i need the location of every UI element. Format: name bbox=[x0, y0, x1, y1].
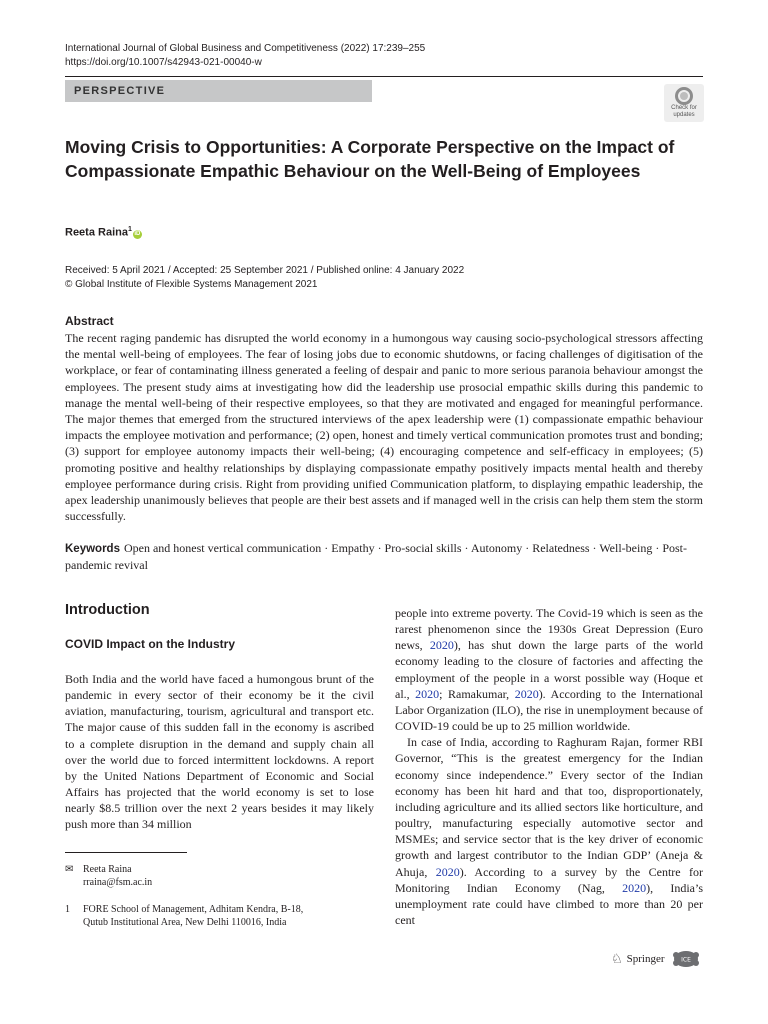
text-span: people into extreme poverty. The Covid-19 which is seen as the rarest phenomenon since the 1930s Great Depression (Euro news, bbox=[395, 606, 703, 653]
keywords bbox=[65, 540, 703, 573]
affiliation-line-1: FORE School of Management, Adhitam Kendra, B-18, bbox=[83, 904, 304, 915]
article-title: Moving Crisis to Opportunities: A Corporate Perspective on the Impact of Compassionate Empathic Behaviour on the Well-Being of Employees bbox=[65, 137, 675, 181]
citation-link[interactable]: 2020 bbox=[415, 686, 440, 701]
publication-dates: Received: 5 April 2021 / Accepted: 25 September 2021 / Published online: 4 January 2022 bbox=[65, 265, 465, 276]
header-rule bbox=[65, 76, 703, 77]
text-span: ). According to a survey by the Centre for Monitoring Indian Economy (Nag, bbox=[395, 864, 703, 895]
citation-link[interactable]: 2020 bbox=[622, 880, 647, 895]
check-updates-label-2: updates bbox=[673, 112, 695, 118]
text-span: ), has shut down the large parts of the world economy leading to the closure of factories and affecting the employment of the people in a worst possible way (Hoque et al., bbox=[395, 638, 703, 701]
right-paragraph-1 bbox=[395, 605, 703, 734]
text-span: ), India’s unemployment rate could have climbed to more than 20 per cent bbox=[395, 880, 704, 927]
affiliation-line-2: Qutub Institutional Area, New Delhi 110016, India bbox=[83, 917, 287, 928]
check-updates-label-1: Check for bbox=[671, 105, 697, 111]
article-dates bbox=[65, 264, 464, 292]
right-column bbox=[395, 605, 703, 928]
keywords-list: Open and honest vertical communication · Empathy · Pro-social skills · Autonomy · Relatedness · Well-being · Post-pandemic revival bbox=[65, 541, 688, 572]
crossmark-icon bbox=[675, 87, 693, 105]
citation-link[interactable]: 2020 bbox=[514, 686, 539, 701]
journal-header bbox=[65, 42, 425, 70]
affiliation-mark: 1 bbox=[65, 904, 70, 915]
journal-logo-text: ICE bbox=[681, 956, 691, 964]
abstract-heading: Abstract bbox=[65, 314, 114, 328]
keywords-label: Keywords bbox=[65, 543, 120, 555]
publisher-footer bbox=[611, 950, 665, 968]
section-badge: PERSPECTIVE bbox=[65, 80, 372, 102]
footnote-author-name: Reeta Raina bbox=[83, 864, 132, 875]
section-heading-introduction: Introduction bbox=[65, 602, 150, 618]
right-paragraph-2 bbox=[395, 734, 703, 928]
springer-horse-icon: ♘ bbox=[611, 951, 623, 966]
doi-link[interactable]: https://doi.org/10.1007/s42943-021-00040-w bbox=[65, 57, 262, 68]
footnote-author-email[interactable]: rraina@fsm.ac.in bbox=[83, 877, 153, 888]
journal-citation: International Journal of Global Business and Competitiveness (2022) 17:239–255 bbox=[65, 43, 426, 54]
envelope-icon: ✉ bbox=[65, 864, 74, 875]
text-span: ). According to the International Labor Organization (ILO), the rise in unemployment because of COVID-19 could be up to 25 million worldwide. bbox=[395, 686, 703, 734]
copyright-line: © Global Institute of Flexible Systems Management 2021 bbox=[65, 279, 318, 290]
citation-link[interactable]: 2020 bbox=[435, 864, 460, 879]
affiliation-footnote bbox=[65, 903, 303, 929]
text-span: In case of India, according to Raghuram Rajan, former RBI Governor, “This is the greatest emergency for the Indian economy since independence.” Every sector of the Indian economy has been hit hard and that too, disproportionately, including agriculture and its allied sectors like horticulture, and poultry, manufacturing especially automotive sector and MSMEs; and service sector that is the key driver of economic growth and largest contributor to the Indian GDP’ (Aneja & Ahuja, bbox=[395, 735, 703, 879]
left-column-paragraph: Both India and the world have faced a humongous brunt of the pandemic in every sector of their economy be it the civil aviation, manufacturing, tourism, agricultural and transport etc. The major cause of this sudden fall in the economy is ascribed to a complete disruption in the demand and supply chain all over the world due to forced intermittent lockdowns. A report by the United Nations Department of Economic and Social Affairs has projected that the world economy is set to lose nearly $8.5 trillion over the next 2 years besides it may likely push more than 34 million bbox=[65, 672, 374, 832]
check-for-updates-button[interactable] bbox=[664, 84, 704, 122]
publisher-name: Springer bbox=[626, 953, 665, 965]
author-name[interactable]: Reeta Raina bbox=[65, 226, 128, 239]
author-affil-sup: 1 bbox=[127, 226, 132, 233]
footnote-rule bbox=[65, 852, 187, 853]
text-span: ; Ramakumar, bbox=[439, 686, 515, 701]
orcid-icon[interactable]: iD bbox=[134, 230, 141, 237]
author-line bbox=[65, 226, 142, 239]
corresponding-author-footnote bbox=[65, 863, 152, 889]
subsection-heading-covid: COVID Impact on the Industry bbox=[65, 637, 236, 651]
citation-link[interactable]: 2020 bbox=[429, 638, 454, 653]
abstract-text: The recent raging pandemic has disrupted the world economy in a humongous way causing socio-psychological stressors affecting the mental well-being of employees. The fear of losing jobs due to economic shutdowns, or facing challenges of digitisation of the workplace, or fear of contaminating illness generated a feeling of despair and panic to more serious paranoia behaviour amongst the employees. The present study aims at investigating how did the leadership use prosocial empathic skills during this pandemic to manage the mental well-being of their respective employees, so that they are motivated and engaged for meaningful performance. The major themes that emerged from the structured interviews of the apex leadership were (1) compassionate empathic behaviour impacts the employee motivation and performance; (2) open, honest and timely vertical communication promotes trust and bonding; (3) support for employee autonomy impacts their well-being; (4) encouraging competence and self-efficacy in employees; (5) promoting positive and healthy relationships by displaying compassionate empathy positively impacts mental health and thereby employee performance during crisis. Right from providing unified Communication platform, to displaying empathic leadership, the apex leadership unanimously believes that people are their best assets and if managed well in the crisis can help them stem the storm successfully. bbox=[65, 331, 703, 524]
journal-logo-icon bbox=[671, 949, 701, 969]
